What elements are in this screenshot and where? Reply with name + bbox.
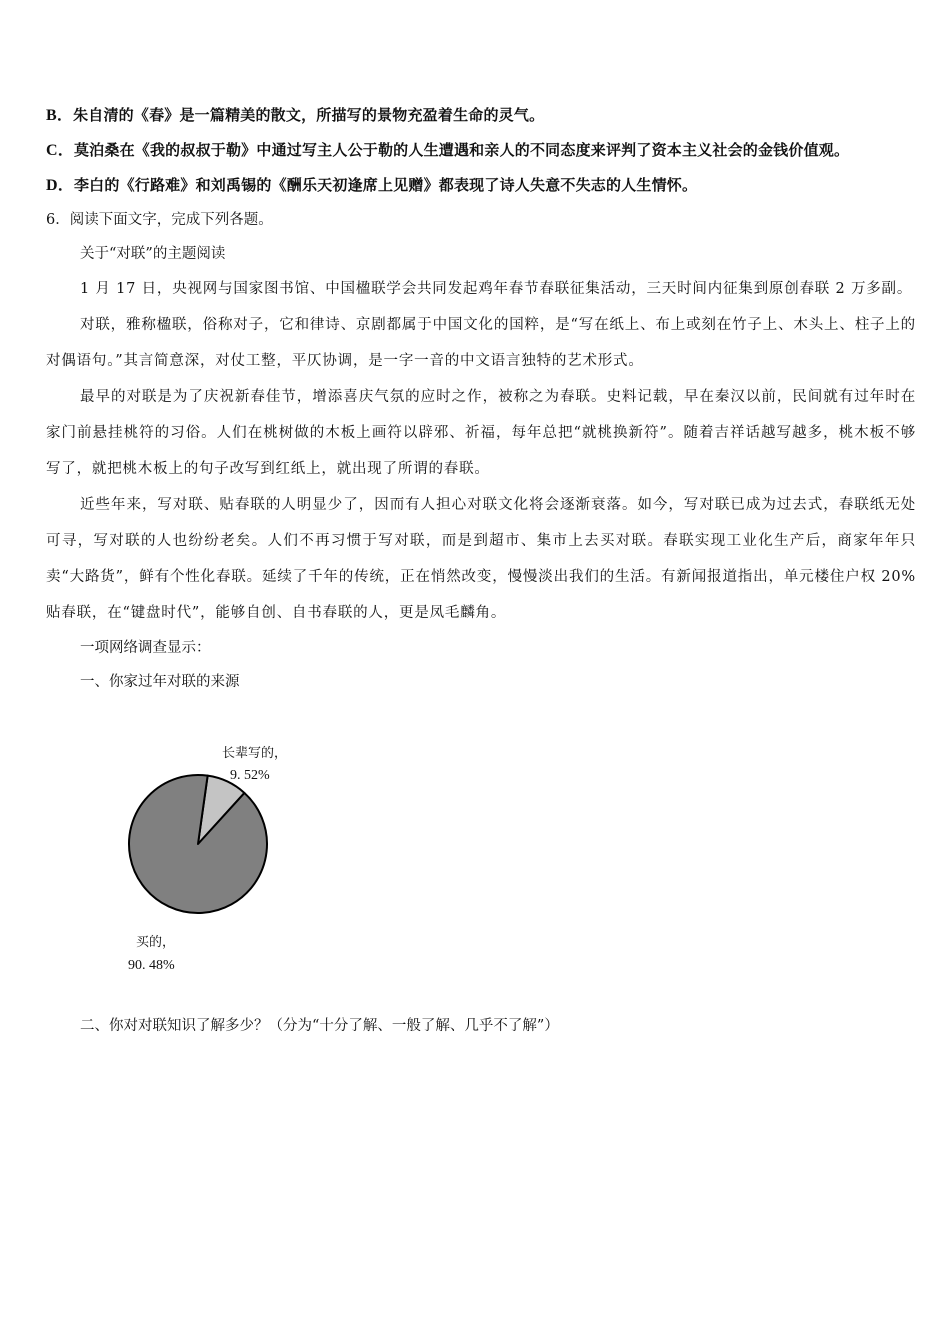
survey-intro: 一项网络调查显示： — [80, 640, 211, 656]
pie-slice-bought — [129, 775, 267, 913]
option-d — [46, 168, 916, 203]
pie-chart-svg — [46, 699, 446, 1009]
option-b — [46, 98, 916, 133]
paragraph-3: 最早的对联是为了庆祝新春佳节，增添喜庆气氛的应时之作，被称之为春联。史料记载，早在秦汉以前，民间就有过年时在家门前悬挂桃符的习俗。人们在桃树做的木板上画符以辟邪、祈福，每年总把“就桃换新符”。随着吉祥话越写越多，桃木板不够写了，就把桃木板上的句子改写到红纸上，就出现了所谓的春联。 — [46, 389, 916, 477]
survey-question-2: 二、你对对联知识了解多少？（分为“十分了解、一般了解、几乎不了解”） — [80, 1018, 559, 1034]
question-heading — [46, 203, 916, 237]
slice-value-bought: 90. 48% — [128, 958, 175, 973]
exam-page — [46, 98, 916, 1043]
survey-question-1: 一、你家过年对联的来源 — [80, 674, 240, 690]
slice-label-bought: 买的， — [136, 935, 176, 950]
reading-subtitle: 关于“对联”的主题阅读 — [80, 246, 226, 262]
question-prompt: 阅读下面文字，完成下列各题。 — [69, 212, 273, 228]
option-letter: C． — [46, 142, 74, 159]
paragraph-1: 1 月 17 日，央视网与国家图书馆、中国楹联学会共同发起鸡年春节春联征集活动，三天时间内征集到原创春联 2 万多副。 — [80, 281, 913, 297]
slice-value-elders: 9. 52% — [230, 768, 270, 783]
option-letter: B． — [46, 107, 74, 124]
option-text: 莫泊桑在《我的叔叔于勒》中通过写主人公于勒的人生遭遇和亲人的不同态度来评判了资本主义社会的金钱价值观。 — [73, 141, 850, 159]
question-number: 6． — [46, 212, 70, 228]
option-text: 李白的《行路难》和刘禹锡的《酬乐天初逢席上见赠》都表现了诗人失意不失志的人生情怀。 — [73, 176, 698, 194]
pie-chart — [46, 699, 446, 1009]
paragraph-2: 对联，雅称楹联，俗称对子，它和律诗、京剧都属于中国文化的国粹，是“写在纸上、布上或刻在竹子上、木头上、柱子上的对偶语句。”其言简意深，对仗工整，平仄协调，是一字一音的中文语言独特的艺术形式。 — [46, 317, 916, 369]
option-text: 朱自清的《春》是一篇精美的散文，所描写的景物充盈着生命的灵气。 — [73, 106, 545, 124]
paragraph-4: 近些年来，写对联、贴春联的人明显少了，因而有人担心对联文化将会逐渐衰落。如今，写对联已成为过去式，春联纸无处可寻，写对联的人也纷纷老矣。人们不再习惯于写对联，而是到超市、集市上去买对联。春联实现工业化生产后，商家年年只卖“大路货”，鲜有个性化春联。延续了千年的传统，正在悄然改变，慢慢淡出我们的生活。有新闻报道指出，单元楼住户权 20%贴春联，在“键盘时代”，能够自创、自书春联的人，更是凤毛麟角。 — [46, 497, 916, 621]
option-letter: D． — [46, 177, 74, 194]
option-c — [46, 133, 916, 168]
slice-label-elders: 长辈写的， — [222, 746, 288, 761]
